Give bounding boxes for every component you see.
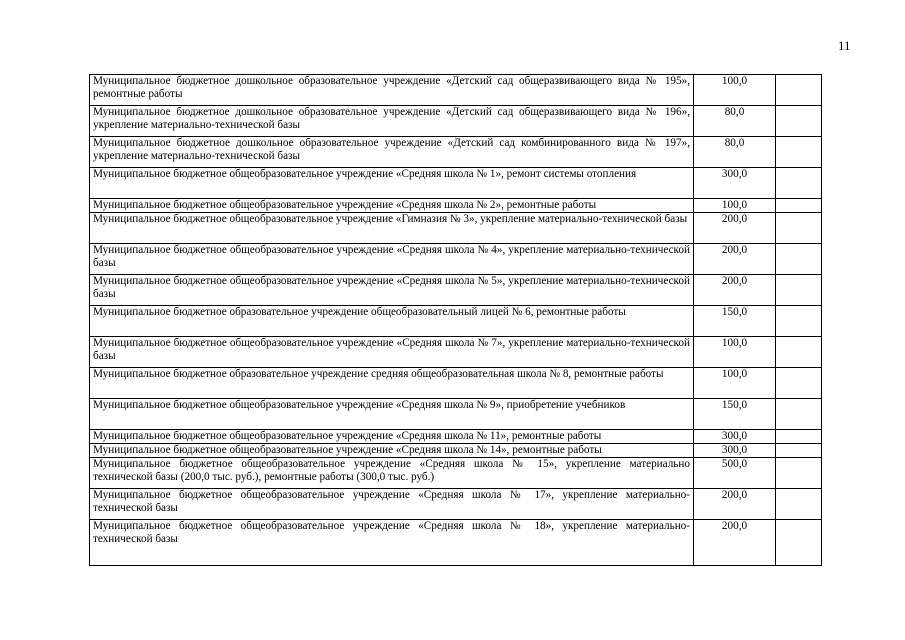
table-row xyxy=(90,106,822,137)
row-amount: 150,0 xyxy=(694,399,776,430)
row-amount: 500,0 xyxy=(694,458,776,489)
row-description: Муниципальное бюджетное общеобразовательное учреждение «Средняя школа № 1», ремонт системы отопления xyxy=(90,168,694,199)
row-amount: 100,0 xyxy=(694,75,776,106)
row-empty-cell xyxy=(776,444,822,458)
row-empty-cell xyxy=(776,306,822,337)
row-amount: 200,0 xyxy=(694,244,776,275)
row-description: Муниципальное бюджетное общеобразовательное учреждение «Средняя школа № 18», укрепление материально-технической базы xyxy=(90,520,694,566)
table-row xyxy=(90,489,822,520)
row-amount: 80,0 xyxy=(694,106,776,137)
row-empty-cell xyxy=(776,244,822,275)
row-description: Муниципальное бюджетное общеобразовательное учреждение «Средняя школа № 7», укрепление материально-технической базы xyxy=(90,337,694,368)
row-description: Муниципальное бюджетное общеобразовательное учреждение «Средняя школа № 11», ремонтные работы xyxy=(90,430,694,444)
row-amount: 200,0 xyxy=(694,275,776,306)
table-row xyxy=(90,244,822,275)
row-description: Муниципальное бюджетное общеобразовательное учреждение «Средняя школа № 5», укрепление материально-технической базы xyxy=(90,275,694,306)
table-row xyxy=(90,213,822,244)
row-empty-cell xyxy=(776,137,822,168)
budget-table-body xyxy=(90,75,822,566)
page-number: 11 xyxy=(838,38,851,53)
row-description: Муниципальное бюджетное общеобразовательное учреждение «Средняя школа № 2», ремонтные работы xyxy=(90,199,694,213)
row-empty-cell xyxy=(776,106,822,137)
row-description: Муниципальное бюджетное образовательное учреждение средняя общеобразовательная школа № 8, ремонтные работы xyxy=(90,368,694,399)
table-row xyxy=(90,137,822,168)
row-empty-cell xyxy=(776,213,822,244)
table-row xyxy=(90,306,822,337)
row-amount: 200,0 xyxy=(694,520,776,566)
row-description: Муниципальное бюджетное дошкольное образовательное учреждение «Детский сад общеразвивающего вида № 196», укрепление материально-технической базы xyxy=(90,106,694,137)
row-amount: 300,0 xyxy=(694,430,776,444)
table-row xyxy=(90,399,822,430)
row-amount: 300,0 xyxy=(694,168,776,199)
row-description: Муниципальное бюджетное общеобразовательное учреждение «Средняя школа № 15», укрепление материально технической базы (200,0 тыс. руб.), ремонтные работы (300,0 тыс. руб.) xyxy=(90,458,694,489)
table-row xyxy=(90,199,822,213)
row-empty-cell xyxy=(776,75,822,106)
table-row xyxy=(90,444,822,458)
row-description: Муниципальное бюджетное образовательное учреждение общеобразовательный лицей № 6, ремонтные работы xyxy=(90,306,694,337)
row-empty-cell xyxy=(776,520,822,566)
row-empty-cell xyxy=(776,399,822,430)
table-row xyxy=(90,168,822,199)
table-row xyxy=(90,520,822,566)
row-empty-cell xyxy=(776,275,822,306)
table-row xyxy=(90,337,822,368)
row-amount: 200,0 xyxy=(694,489,776,520)
row-empty-cell xyxy=(776,458,822,489)
row-description: Муниципальное бюджетное общеобразовательное учреждение «Гимназия № 3», укрепление материально-технической базы xyxy=(90,213,694,244)
row-description: Муниципальное бюджетное дошкольное образовательное учреждение «Детский сад общеразвивающего вида № 195», ремонтные работы xyxy=(90,75,694,106)
row-amount: 80,0 xyxy=(694,137,776,168)
row-empty-cell xyxy=(776,368,822,399)
table-row xyxy=(90,430,822,444)
row-description: Муниципальное бюджетное общеобразовательное учреждение «Средняя школа № 17», укрепление материально-технической базы xyxy=(90,489,694,520)
budget-table xyxy=(89,74,822,566)
row-amount: 150,0 xyxy=(694,306,776,337)
table-row xyxy=(90,458,822,489)
row-empty-cell xyxy=(776,337,822,368)
row-amount: 100,0 xyxy=(694,199,776,213)
row-empty-cell xyxy=(776,199,822,213)
table-row xyxy=(90,75,822,106)
row-empty-cell xyxy=(776,168,822,199)
row-empty-cell xyxy=(776,489,822,520)
row-empty-cell xyxy=(776,430,822,444)
row-description: Муниципальное бюджетное общеобразовательное учреждение «Средняя школа № 4», укрепление материально-технической базы xyxy=(90,244,694,275)
row-description: Муниципальное бюджетное общеобразовательное учреждение «Средняя школа № 14», ремонтные работы xyxy=(90,444,694,458)
row-description: Муниципальное бюджетное дошкольное образовательное учреждение «Детский сад комбинированного вида № 197», укрепление материально-технической базы xyxy=(90,137,694,168)
row-amount: 300,0 xyxy=(694,444,776,458)
row-description: Муниципальное бюджетное общеобразовательное учреждение «Средняя школа № 9», приобретение учебников xyxy=(90,399,694,430)
table-row xyxy=(90,275,822,306)
row-amount: 200,0 xyxy=(694,213,776,244)
row-amount: 100,0 xyxy=(694,368,776,399)
row-amount: 100,0 xyxy=(694,337,776,368)
table-row xyxy=(90,368,822,399)
